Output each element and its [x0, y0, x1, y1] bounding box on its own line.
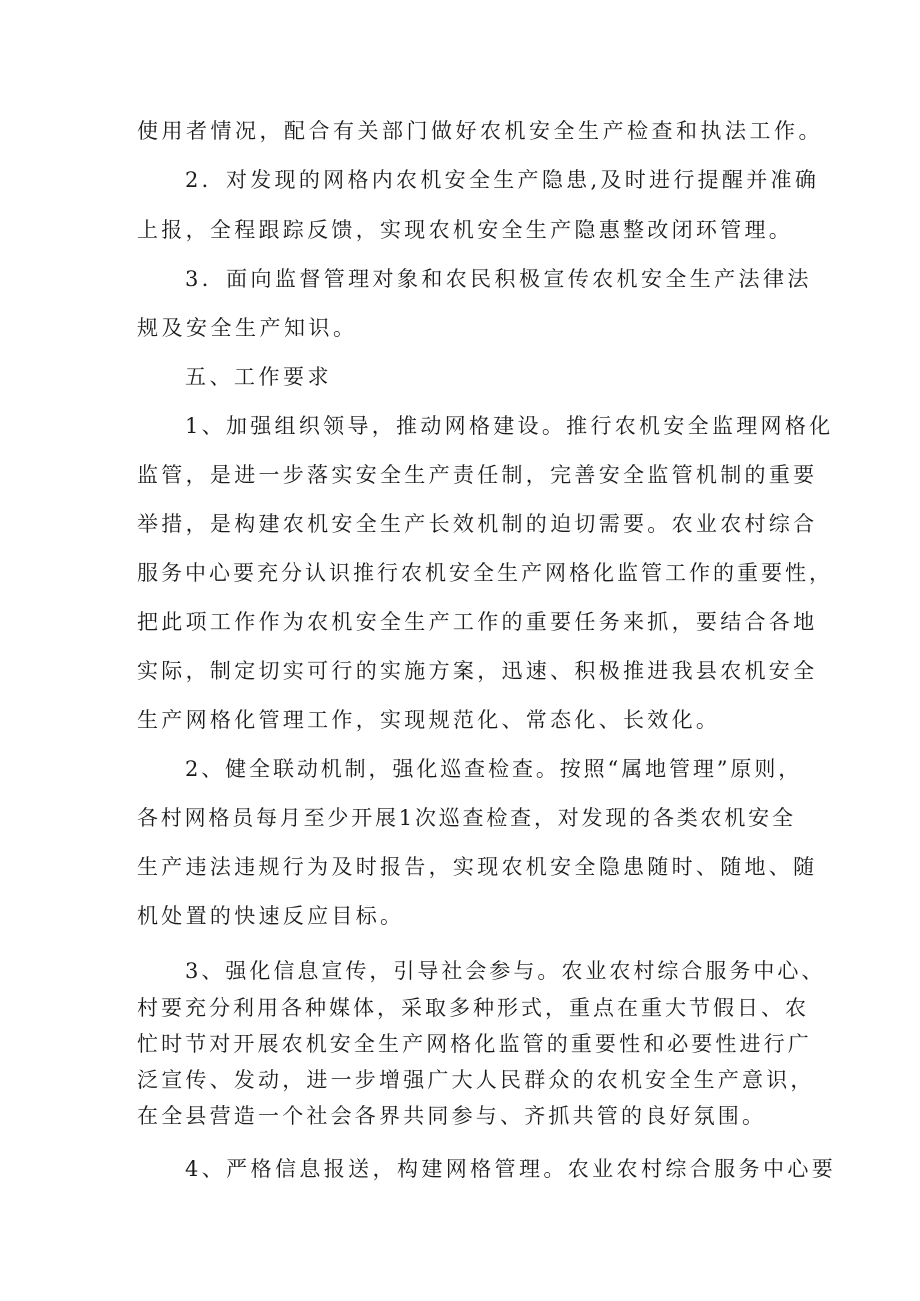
- text-line: 监管，是进一步落实安全生产责任制，完善安全监管机制的重要: [137, 463, 818, 487]
- text-line: 3．面向监督管理对象和农民积极宣传农机安全生产法律法: [185, 267, 812, 291]
- text-line: 1、加强组织领导，推动网格建设。推行农机安全监理网格化: [185, 414, 834, 438]
- text-line: 规及安全生产知识。: [137, 316, 358, 340]
- text-line: 使用者情况，配合有关部门做好农机安全生产检查和执法工作。: [137, 119, 823, 143]
- text-line: 把此项工作作为农机安全生产工作的重要任务来抓，要结合各地: [137, 610, 818, 634]
- text-line: 生产违法违规行为及时报告，实现农机安全隐患随时、随地、随: [137, 855, 818, 879]
- text-line: 泛宣传、发动，进一步增强广大人民群众的农机安全生产意识，: [137, 1068, 815, 1092]
- text-line: 举措，是构建农机安全生产长效机制的迫切需要。农业农村综合: [137, 512, 818, 536]
- text-line: 2．对发现的网格内农机安全生产隐患,及时进行提醒并准确: [185, 168, 820, 192]
- text-line: 实际，制定切实可行的实施方案，迅速、积极推进我县农机安全: [137, 659, 818, 683]
- text-line: 村要充分利用各种媒体，采取多种形式，重点在重大节假日、农: [137, 996, 809, 1020]
- text-line: 4、严格信息报送，构建网格管理。农业农村综合服务中心要: [185, 1157, 837, 1181]
- text-line: 在全县营造一个社会各界共同参与、齐抓共管的良好氛围。: [137, 1104, 767, 1128]
- text-line: 服务中心要充分认识推行农机安全生产网格化监管工作的重要性，: [137, 561, 833, 585]
- text-line: 忙时节对开展农机安全生产网格化监管的重要性和必要性进行广: [137, 1032, 812, 1056]
- section-heading: 五、工作要求: [185, 365, 332, 389]
- text-line: 生产网格化管理工作，实现规范化、常态化、长效化。: [137, 708, 721, 732]
- text-line: 各村网格员每月至少开展1次巡查检查，对发现的各类农机安全: [137, 806, 796, 830]
- text-line: 2、健全联动机制，强化巡查检查。按照“属地管理”原则，: [185, 757, 803, 781]
- text-line: 上报，全程跟踪反馈，实现农机安全生产隐惠整改闭环管理。: [137, 218, 794, 242]
- text-line: 机处置的快速反应目标。: [137, 904, 405, 928]
- text-line: 3、强化信息宣传，引导社会参与。农业农村综合服务中心、: [185, 959, 826, 983]
